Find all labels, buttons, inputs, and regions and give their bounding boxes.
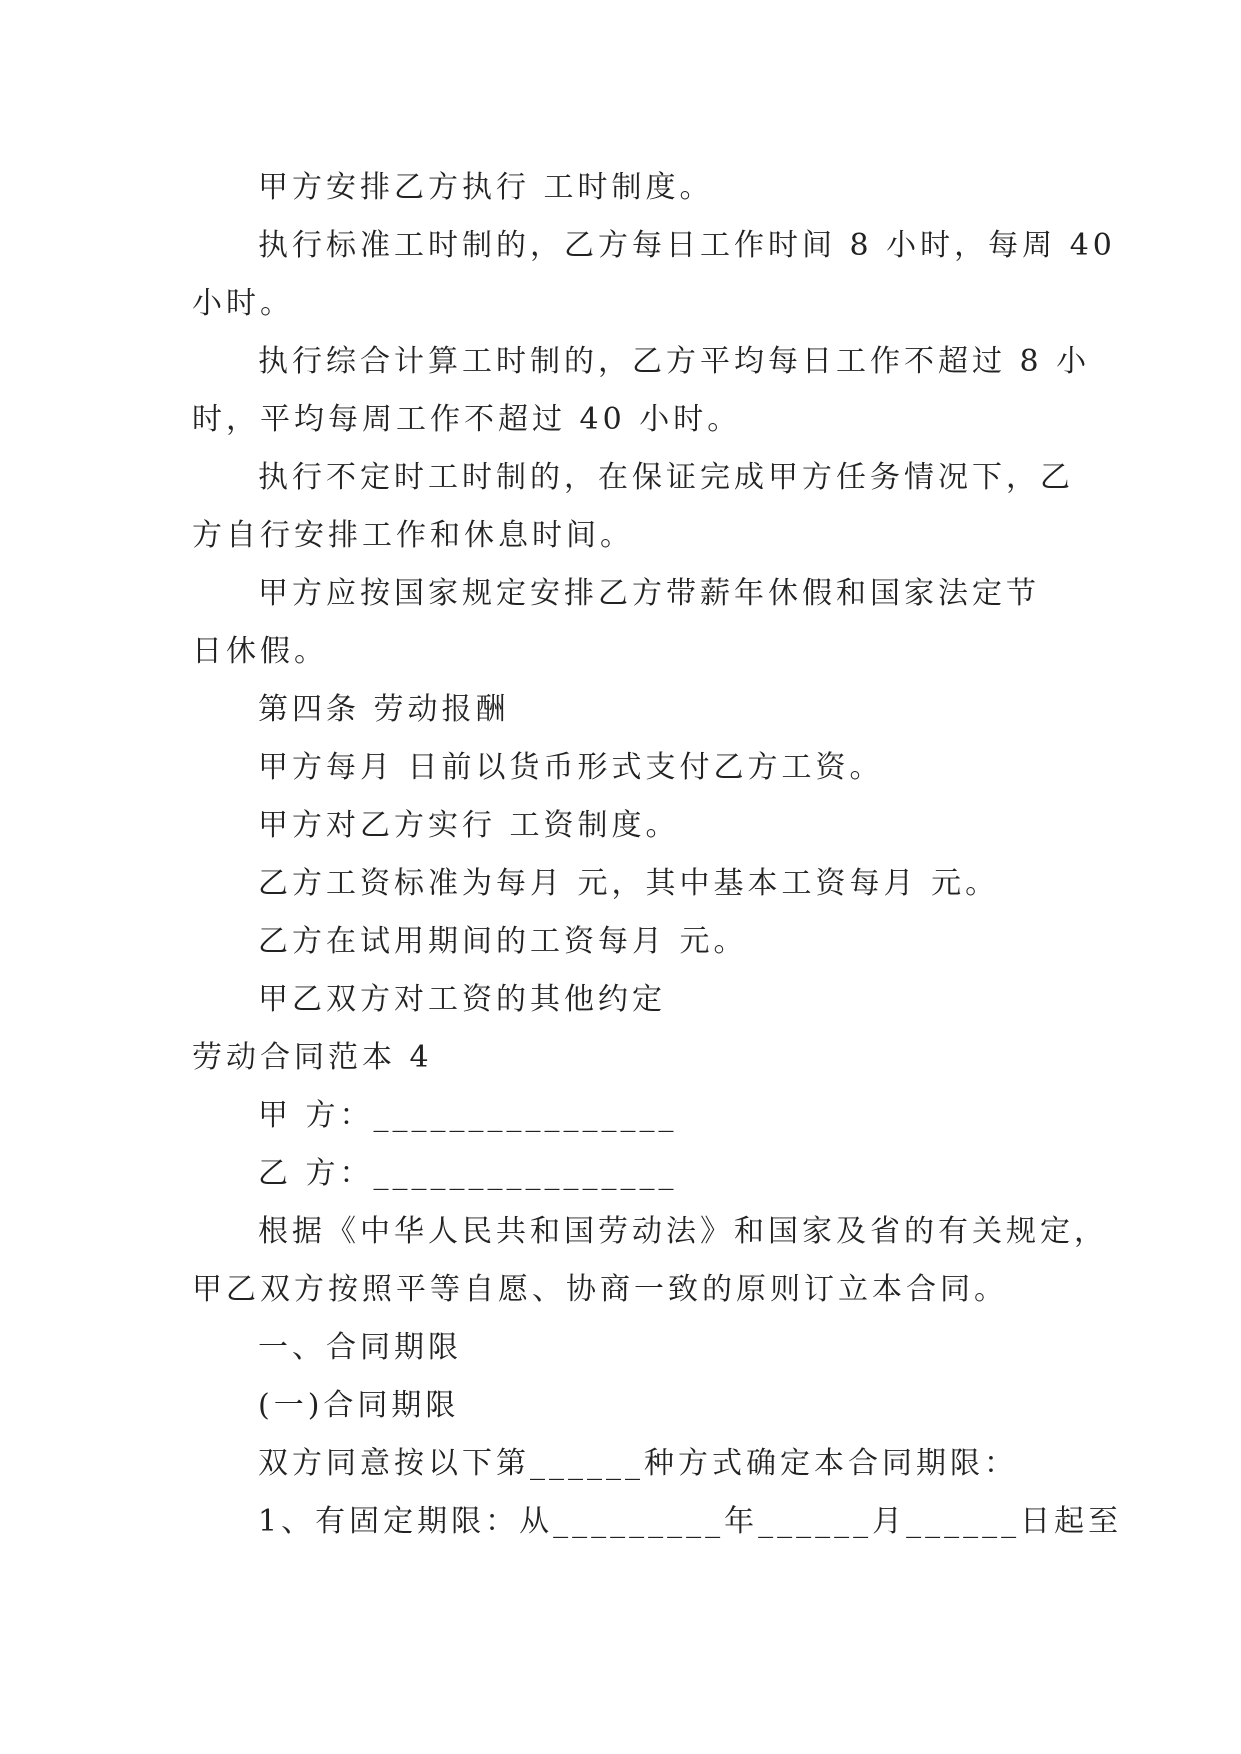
paragraph-line: 执行综合计算工时制的，乙方平均每日工作不超过 8 小 bbox=[258, 344, 1091, 379]
party-b-field: 乙 方：________________ bbox=[258, 1156, 678, 1191]
paragraph-line: 执行标准工时制的，乙方每日工作时间 8 小时，每周 40 bbox=[258, 228, 1116, 263]
paragraph-line: 甲方应按国家规定安排乙方带薪年休假和国家法定节 bbox=[258, 576, 1040, 611]
paragraph-line: 双方同意按以下第______种方式确定本合同期限： bbox=[258, 1446, 1018, 1481]
paragraph-line: 甲乙双方按照平等自愿、协商一致的原则订立本合同。 bbox=[192, 1272, 1008, 1307]
paragraph-line: 时，平均每周工作不超过 40 小时。 bbox=[192, 402, 742, 437]
subsection-heading: (一)合同期限 bbox=[258, 1388, 460, 1423]
paragraph-line: 乙方工资标准为每月 元，其中基本工资每月 元。 bbox=[258, 866, 1000, 901]
paragraph-line: 1、有固定期限：从_________年______月______日起至 bbox=[258, 1504, 1123, 1539]
document-title: 劳动合同范本 4 bbox=[192, 1040, 433, 1075]
paragraph-line: 甲乙双方对工资的其他约定 bbox=[258, 982, 666, 1017]
paragraph-line: 乙方在试用期间的工资每月 元。 bbox=[258, 924, 748, 959]
paragraph-line: 甲方每月 日前以货币形式支付乙方工资。 bbox=[258, 750, 884, 785]
paragraph-line: 甲方安排乙方执行 工时制度。 bbox=[258, 170, 714, 205]
paragraph-line: 小时。 bbox=[192, 286, 294, 321]
paragraph-line: 日休假。 bbox=[192, 634, 328, 669]
party-a-field: 甲 方：________________ bbox=[258, 1098, 678, 1133]
paragraph-line: 执行不定时工时制的，在保证完成甲方任务情况下，乙 bbox=[258, 460, 1074, 495]
paragraph-line: 根据《中华人民共和国劳动法》和国家及省的有关规定， bbox=[258, 1214, 1108, 1249]
paragraph-line: 甲方对乙方实行 工资制度。 bbox=[258, 808, 680, 843]
section-heading: 第四条 劳动报酬 bbox=[258, 692, 510, 727]
paragraph-line: 方自行安排工作和休息时间。 bbox=[192, 518, 634, 553]
section-heading: 一、合同期限 bbox=[258, 1330, 462, 1365]
